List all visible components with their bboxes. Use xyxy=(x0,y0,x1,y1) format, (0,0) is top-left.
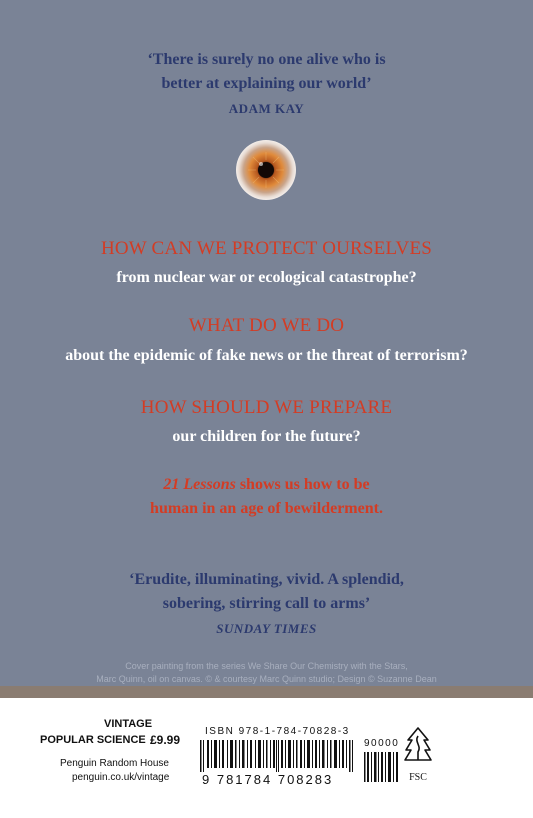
category-label: POPULAR SCIENCE xyxy=(40,734,146,746)
question-1-subline: from nuclear war or ecological catastrophe? xyxy=(116,269,417,286)
top-quote-attribution: ADAM KAY xyxy=(228,101,305,116)
credit-line1: Cover painting from the series We Share Our Chemistry with the Stars, xyxy=(125,661,408,671)
barcode-number: 9 781784 708283 xyxy=(202,772,334,787)
top-quote xyxy=(0,48,533,96)
barcode-addon-icon xyxy=(364,752,400,782)
fsc-tree-icon xyxy=(402,726,434,770)
barcode-icon xyxy=(200,740,360,772)
bottom-quote-attribution: SUNDAY TIMES xyxy=(216,621,317,636)
bottom-quote-line1: ‘Erudite, illuminating, vivid. A splendid, xyxy=(129,571,404,588)
question-3-heading: HOW SHOULD WE PREPARE xyxy=(140,397,393,418)
publisher-website: penguin.co.uk/vintage xyxy=(72,772,170,783)
imprint-name: VINTAGE xyxy=(104,718,153,730)
isbn-label: ISBN 978-1-784-70828-3 xyxy=(205,726,350,737)
tagline xyxy=(0,473,533,521)
bottom-quote-line2: sobering, stirring call to arms’ xyxy=(162,595,371,612)
divider-band xyxy=(0,686,533,698)
publisher-name: Penguin Random House xyxy=(60,758,169,769)
tagline-line1-rest: shows us how to be xyxy=(235,476,370,493)
question-3-subline: our children for the future? xyxy=(172,428,361,445)
question-2-heading: WHAT DO WE DO xyxy=(188,315,345,336)
fsc-label: FSC xyxy=(409,772,427,783)
cover-credit xyxy=(0,660,533,686)
credit-line2: Marc Quinn, oil on canvas. © & courtesy Marc Quinn studio; Design © Suzanne Dean xyxy=(96,674,437,684)
top-quote-line1: ‘There is surely no one alive who is xyxy=(147,51,386,68)
barcode-addon-number: 90000 xyxy=(364,738,400,749)
book-title: 21 Lessons xyxy=(163,476,236,493)
tagline-line1 xyxy=(0,473,533,497)
price-label: £9.99 xyxy=(150,733,181,747)
top-quote-line2: better at explaining our world’ xyxy=(161,75,372,92)
bottom-quote xyxy=(0,568,533,616)
eye-painting-icon xyxy=(234,138,298,202)
tagline-line2: human in an age of bewilderment. xyxy=(150,500,383,517)
question-1-heading: HOW CAN WE PROTECT OURSELVES xyxy=(100,238,433,259)
question-2-subline: about the epidemic of fake news or the threat of terrorism? xyxy=(65,347,468,364)
